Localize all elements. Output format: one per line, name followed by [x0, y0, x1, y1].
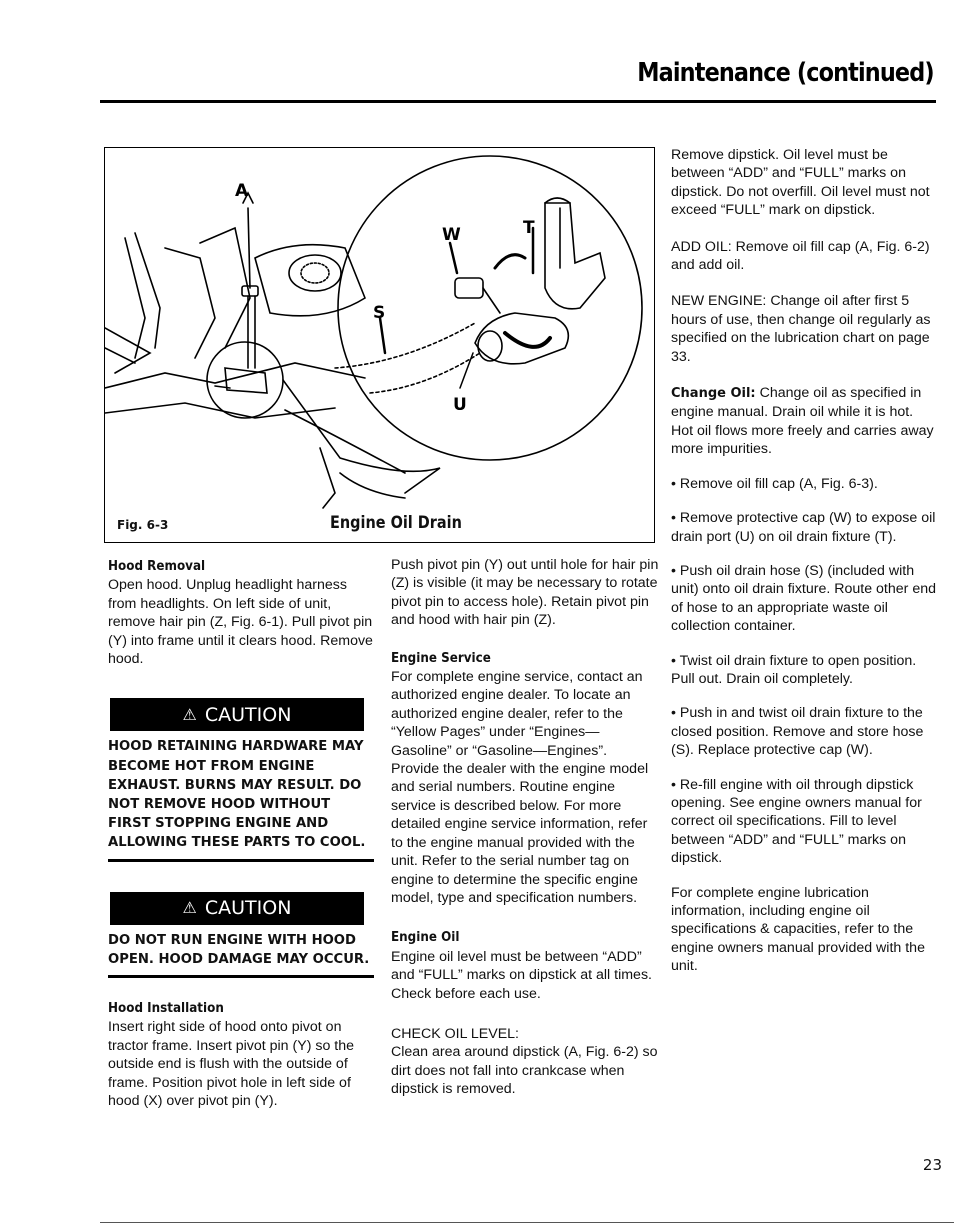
- step-5: • Push in and twist oil drain fixture to the closed position. Remove and store hose (S). Replace protective cap (W).: [671, 705, 924, 759]
- column-right: [671, 146, 937, 988]
- callout-a: A: [235, 181, 249, 201]
- hood-removal-text: Open hood. Unplug headlight harness from headlights. On left side of unit, remove hair pin (Z, Fig. 6-1). Pull pivot pin (Y) into frame until it clears hood. Remove hood.: [108, 577, 373, 668]
- step-4: • Twist oil drain fixture to open position. Pull out. Drain oil completely.: [671, 652, 917, 687]
- header-rule: [100, 100, 936, 103]
- check-oil-heading: CHECK OIL LEVEL:: [391, 1025, 519, 1042]
- change-oil-paragraph: [671, 384, 937, 459]
- engine-illustration: [105, 148, 654, 542]
- callout-u: U: [453, 395, 467, 415]
- engine-oil-heading: Engine Oil: [391, 930, 460, 946]
- lubrication-text: For complete engine lubrication information, including engine oil specifications & capacities, refer to the engine owners manual provided with the unit.: [671, 884, 925, 975]
- column-left: [108, 558, 376, 1123]
- step-2: • Remove protective cap (W) to expose oil drain port (U) on oil drain fixture (T).: [671, 510, 936, 545]
- callout-s: S: [373, 303, 386, 323]
- add-oil-text: ADD OIL: Remove oil fill cap (A, Fig. 6-2) and add oil.: [671, 238, 930, 274]
- footer-rule: [100, 1222, 954, 1223]
- new-engine-text: NEW ENGINE: Change oil after first 5 hours of use, then change oil regularly as specified on the lubrication chart on page 33.: [671, 293, 931, 365]
- caution-rule-1: [108, 859, 374, 862]
- hood-installation-text: Insert right side of hood onto pivot on tractor frame. Insert pivot pin (Y) so the outside end is flush with the outside of frame. Position pivot hole in left side of hood (X) over pivot pin (Y).: [108, 1019, 355, 1110]
- figure-label: Fig. 6-3: [117, 518, 169, 532]
- change-oil-text: Change oil as specified in engine manual. Drain oil while it is hot. Hot oil flows more freely and carries away more impurities.: [671, 385, 934, 458]
- figure-title: Engine Oil Drain: [330, 513, 462, 533]
- caution-label-1: CAUTION: [204, 703, 292, 726]
- callout-t: T: [523, 218, 535, 238]
- engine-service-heading: Engine Service: [391, 650, 491, 666]
- hood-removal-heading: Hood Removal: [108, 559, 206, 574]
- check-oil-text: Clean area around dipstick (A, Fig. 6-2) so dirt does not fall into crankcase when dipstick is removed.: [391, 1044, 658, 1098]
- warning-triangle-icon: ⚠: [182, 704, 197, 724]
- caution-text-1: HOOD RETAINING HARDWARE MAY BECOME HOT FROM ENGINE EXHAUST. BURNS MAY RESULT. DO NOT REMOVE HOOD WITHOUT FIRST STOPPING ENGINE AND ALLOWING THESE PARTS TO COOL.: [108, 739, 366, 851]
- callout-w: W: [442, 225, 461, 245]
- caution-label-2: CAUTION: [204, 896, 292, 919]
- warning-triangle-icon: ⚠: [182, 897, 197, 917]
- figure-engine-oil-drain: [104, 147, 655, 543]
- step-1: • Remove oil fill cap (A, Fig. 6-3).: [671, 475, 878, 492]
- step-6: • Re-fill engine with oil through dipstick opening. See engine owners manual for correct oil specifications. Fill to level between “ADD” and “FULL” marks on dipstick.: [671, 776, 922, 867]
- engine-service-text: For complete engine service, contact an authorized engine dealer. To locate an authorized engine dealer, refer to the “Yellow Pages” under “Engines—Gasoline” or “Gasoline—Engines”. Provide the dealer with the engine model and serial numbers. Routine engine service is described below. For more detailed engine service information, refer to the engine manual provided with the unit. Refer to the serial number tag on engine to determine the specific engine model, type and specification numbers.: [391, 669, 649, 906]
- caution-text-2: DO NOT RUN ENGINE WITH HOOD OPEN. HOOD DAMAGE MAY OCCUR.: [108, 932, 370, 967]
- caution-rule-2: [108, 975, 374, 978]
- column-middle: [391, 556, 659, 1111]
- remove-dipstick-text: Remove dipstick. Oil level must be between “ADD” and “FULL” marks on dipstick. Do not overfill. Oil level must not exceed “FULL” mark on dipstick.: [671, 147, 930, 219]
- push-pivot-text: Push pivot pin (Y) out until hole for hair pin (Z) is visible (it may be necessary to rotate pivot pin to access hole). Retain pivot pin and hood with hair pin (Z).: [391, 557, 659, 629]
- page-number: 23: [922, 1156, 942, 1174]
- caution-banner-1: [110, 698, 364, 731]
- page-header-title: Maintenance (continued): [637, 58, 934, 88]
- caution-banner-2: [110, 892, 364, 925]
- hood-installation-heading: Hood Installation: [108, 1001, 224, 1017]
- engine-oil-text: Engine oil level must be between “ADD” and “FULL” marks on dipstick at all times. Check before each use.: [391, 948, 652, 1002]
- step-3: • Push oil drain hose (S) (included with unit) onto oil drain fixture. Route other end of hose to an appropriate waste oil collection container.: [671, 562, 936, 635]
- change-oil-label: Change Oil:: [671, 386, 756, 402]
